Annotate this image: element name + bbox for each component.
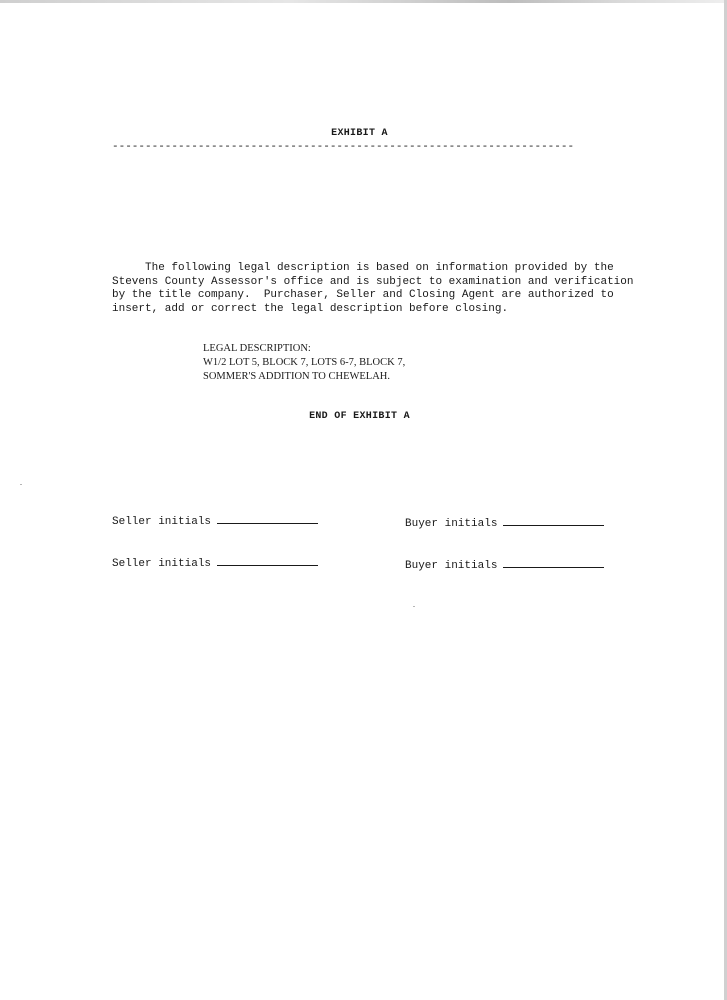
seller-initials-row-1 [112,516,318,528]
seller-initials-label: Seller initials [112,558,212,570]
buyer-initials-row-2 [405,560,604,572]
buyer-initials-row-1 [405,518,604,530]
end-of-exhibit-label: END OF EXHIBIT A [309,411,410,422]
buyer-initials-field[interactable] [503,566,604,568]
legal-description-block: LEGAL DESCRIPTION: W1/2 LOT 5, BLOCK 7, LOTS 6-7, BLOCK 7, SOMMER'S ADDITION TO CHEWELAH. [203,343,406,382]
seller-initials-row-2 [112,558,318,570]
title-divider: ---------------------------------------------------------------------- [112,141,575,153]
seller-initials-label: Seller initials [112,516,212,528]
buyer-initials-label: Buyer initials [405,560,498,572]
scan-speck [20,484,22,485]
seller-initials-field[interactable] [217,522,318,524]
buyer-initials-label: Buyer initials [405,518,498,530]
exhibit-title: EXHIBIT A [331,128,388,139]
scan-top-edge [0,0,727,3]
legal-disclaimer-paragraph: The following legal description is based on information provided by the Stevens County Assessor's office and is subject to examination and verification by the title company. Purchaser, Seller and Closing Agent are authorized to insert, add or correct the legal description before closing. [112,262,634,315]
buyer-initials-field[interactable] [503,524,604,526]
scan-speck [413,606,415,607]
seller-initials-field[interactable] [217,564,318,566]
